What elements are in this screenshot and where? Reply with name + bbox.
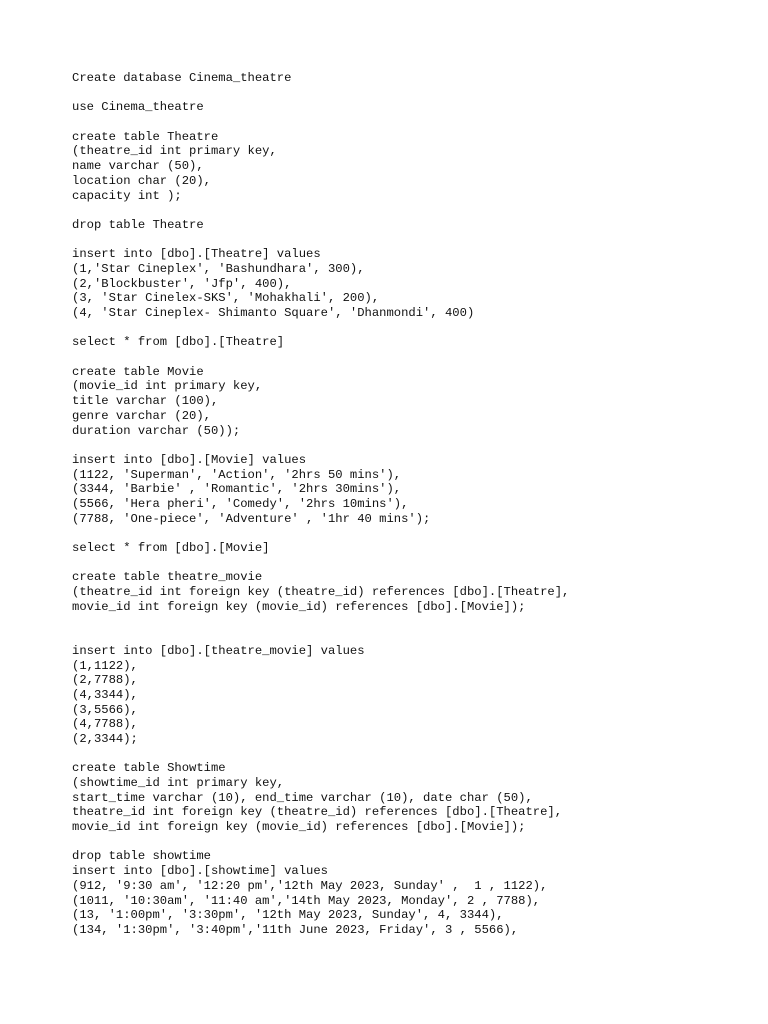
code-line: movie_id int foreign key (movie_id) references [dbo].[Movie]); <box>72 820 526 835</box>
code-line: (1122, 'Superman', 'Action', '2hrs 50 mins'), <box>72 467 402 482</box>
code-line: (3344, 'Barbie' , 'Romantic', '2hrs 30mins'), <box>72 482 402 497</box>
code-line: (theatre_id int foreign key (theatre_id) references [dbo].[Theatre], <box>72 585 570 600</box>
code-line: Create database Cinema_theatre <box>72 71 292 85</box>
code-line: insert into [dbo].[theatre_movie] values <box>72 643 365 658</box>
code-line: duration varchar (50)); <box>72 423 241 438</box>
code-line <box>72 526 752 541</box>
code-line: (1011, '10:30am', '11:40 am','14th May 2023, Monday', 2 , 7788), <box>72 893 541 908</box>
code-line: (showtime_id int primary key, <box>72 776 285 790</box>
code-line <box>72 835 752 850</box>
code-line: (5566, 'Hera pheri', 'Comedy', '2hrs 10mins'), <box>72 496 409 511</box>
code-line: (movie_id int primary key, <box>72 379 263 394</box>
code-line <box>72 747 752 762</box>
code-line: (7788, 'One-piece', 'Adventure' , '1hr 40 mins'); <box>72 511 431 526</box>
code-line: (2,'Blockbuster', 'Jfp', 400), <box>72 276 292 291</box>
code-line: create table Movie <box>72 364 204 379</box>
code-line: select * from [dbo].[Movie] <box>72 541 270 555</box>
code-line: (theatre_id int primary key, <box>72 144 277 159</box>
code-line: (2,3344); <box>72 731 138 746</box>
code-line: (4,3344), <box>72 687 138 702</box>
code-line: (3, 'Star Cinelex-SKS', 'Mohakhali', 200), <box>72 291 380 306</box>
code-line: insert into [dbo].[Theatre] values <box>72 247 321 262</box>
code-line: use Cinema_theatre <box>72 100 204 115</box>
code-line <box>72 203 752 218</box>
code-line <box>72 614 752 629</box>
code-line: insert into [dbo].[Movie] values <box>72 452 307 467</box>
code-line: (1,1122), <box>72 658 138 673</box>
code-line: (134, '1:30pm', '3:40pm','11th June 2023, Friday', 3 , 5566), <box>72 922 519 937</box>
code-line: create table Theatre <box>72 129 219 144</box>
code-line <box>72 556 752 571</box>
code-line: name varchar (50), <box>72 159 204 174</box>
code-line: drop table showtime <box>72 849 211 864</box>
code-line: theatre_id int foreign key (theatre_id) references [dbo].[Theatre], <box>72 805 563 820</box>
code-line: start_time varchar (10), end_time varchar (10), date char (50), <box>72 790 533 805</box>
code-line: create table Showtime <box>72 761 226 776</box>
code-line: select * from [dbo].[Theatre] <box>72 335 285 350</box>
code-line: location char (20), <box>72 173 211 188</box>
code-line: capacity int ); <box>72 188 182 203</box>
code-line: title varchar (100), <box>72 394 219 409</box>
code-line <box>72 350 752 365</box>
code-line: (4,7788), <box>72 717 138 732</box>
code-line: genre varchar (20), <box>72 408 211 423</box>
code-line: (4, 'Star Cineplex- Shimanto Square', 'Dhanmondi', 400) <box>72 306 475 320</box>
code-line <box>72 321 752 336</box>
code-line: (2,7788), <box>72 673 138 688</box>
code-line: (912, '9:30 am', '12:20 pm','12th May 2023, Sunday' , 1 , 1122), <box>72 878 548 893</box>
code-line: movie_id int foreign key (movie_id) references [dbo].[Movie]); <box>72 599 526 614</box>
code-line <box>72 115 752 130</box>
code-line: create table theatre_movie <box>72 570 263 585</box>
code-line: (13, '1:00pm', '3:30pm', '12th May 2023, Sunday', 4, 3344), <box>72 908 504 923</box>
code-line: (1,'Star Cineplex', 'Bashundhara', 300), <box>72 261 365 276</box>
code-line <box>72 438 752 453</box>
code-line <box>72 233 752 248</box>
code-line: (3,5566), <box>72 702 138 717</box>
sql-code-block <box>72 71 752 938</box>
code-line <box>72 86 752 101</box>
code-line: drop table Theatre <box>72 217 204 232</box>
code-line <box>72 629 752 644</box>
code-line: insert into [dbo].[showtime] values <box>72 864 328 879</box>
